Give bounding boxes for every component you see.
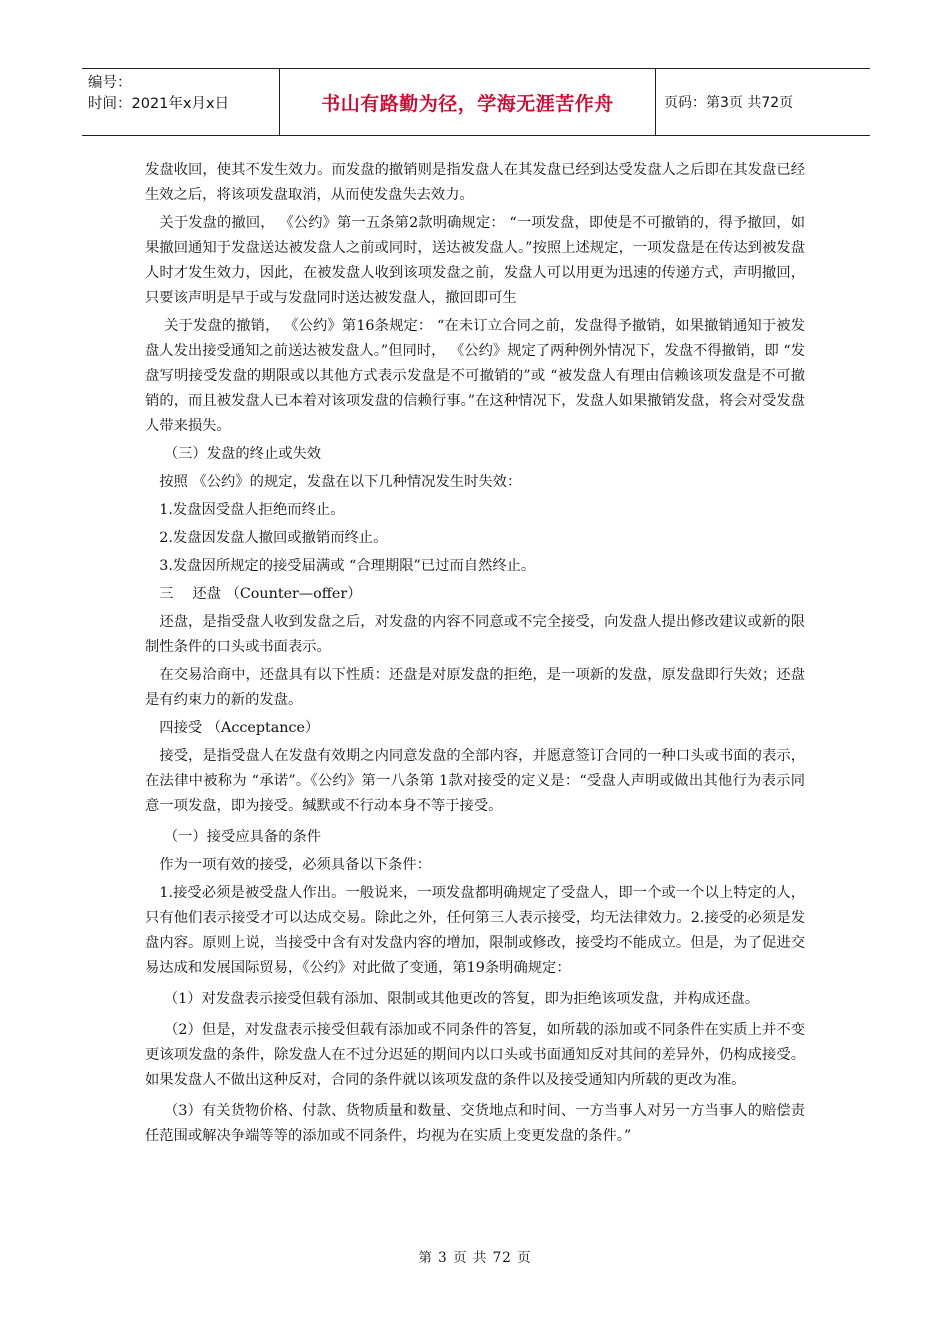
- paragraph-3: 关于发盘的撤销， 《公约》第16条规定： “在未订立合同之前，发盘得予撤销，如果撤销通知于被发盘人发出接受通知之前送达被发盘人。”但同时， 《公约》规定了两种例外情况下，发盘不得撤销，即 “发盘写明接受发盘的期限或以其他方式表示发盘是不可撤销的”或 “被发盘人有理由信赖该项发盘是不可撤销的，而且被发盘人已本着对该项发盘的信赖行事。”在这种情况下，发盘人如果撤销发盘，将会对受发盘人带来损失。: [145, 318, 805, 434]
- section-heading-counter-offer: 三 还盘 （Counter—offer）: [145, 586, 362, 602]
- list-item-1: 1.发盘因受盘人拒绝而终止。: [145, 502, 345, 518]
- section-heading-3: （三）发盘的终止或失效: [145, 446, 322, 462]
- paragraph-15: 作为一项有效的接受，必须具备以下条件：: [145, 857, 431, 873]
- paragraph-5: 按照 《公约》的规定，发盘在以下几种情况发生时失效：: [145, 474, 522, 490]
- paragraph-1: 发盘收回，使其不发生效力。而发盘的撤销则是指发盘人在其发盘已经到达受发盘人之后即在其发盘已经生效之后，将该项发盘取消，从而使发盘失去效力。: [145, 162, 805, 203]
- header-date: 时间：2021年x月x日: [88, 96, 230, 112]
- paragraph-16: 1.接受必须是被受盘人作出。一般说来，一项发盘都明确规定了受盘人，即一个或一个以上特定的人，只有他们表示接受才可以达成交易。除此之外，任何第三人表示接受，均无法律效力。2.接受的必须是发盘内容。原则上说，当接受中含有对发盘内容的增加，限制或修改，接受均不能成立。但是，为了促进交易达成和发展国际贸易，《公约》对此做了变通，第19条明确规定：: [145, 885, 805, 976]
- paragraph-13: 接受，是指受盘人在发盘有效期之内同意发盘的全部内容，并愿意签订合同的一种口头或书面的表示，在法律中被称为 “承诺”。《公约》第一八条第 1款对接受的定义是：“受盘人声明或做出其他行为表示同意一项发盘，即为接受。缄默或不行动本身不等于接受。: [145, 748, 805, 814]
- paragraph-2: 关于发盘的撤回， 《公约》第一五条第2款明确规定： “一项发盘，即使是不可撤销的，得予撤回，如果撤回通知于发盘送达被发盘人之前或同时，送达被发盘人。”按照上述规定，一项发盘是在传达到被发盘人时才发生效力，因此，在被发盘人收到该项发盘之前，发盘人可以用更为迅速的传递方式，声明撤回，只要该声明是早于或与发盘同时送达被发盘人，撤回即可生: [145, 215, 805, 306]
- header-motto: 书山有路勤为径，学海无涯苦作舟: [280, 69, 656, 135]
- list-item-3: 3.发盘因所规定的接受届满或 “合理期限”已过而自然终止。: [145, 558, 536, 574]
- header-page-info: 页码：第3页 共72页: [664, 95, 794, 111]
- paragraph-18: （2）但是，对发盘表示接受但载有添加或不同条件的答复，如所载的添加或不同条件在实质上并不变更该项发盘的条件，除发盘人在不过分迟延的期间内以口头或书面通知反对其间的差异外，仍构成接受。如果发盘人不做出这种反对，合同的条件就以该项发盘的条件以及接受通知内所载的更改为准。: [145, 1022, 805, 1088]
- paragraph-19: （3）有关货物价格、付款、货物质量和数量、交货地点和时间、一方当事人对另一方当事人的赔偿责任范围或解决争端等等的添加或不同条件，均视为在实质上变更发盘的条件。”: [145, 1103, 805, 1144]
- paragraph-10: 还盘，是指受盘人收到发盘之后，对发盘的内容不同意或不完全接受，向发盘人提出修改建议或新的限制性条件的口头或书面表示。: [145, 614, 805, 655]
- section-heading-acceptance: 四接受 （Acceptance）: [145, 720, 320, 736]
- page-header: [82, 68, 870, 136]
- section-heading-conditions: （一）接受应具备的条件: [145, 829, 322, 845]
- header-meta: [82, 69, 280, 135]
- list-item-2: 2.发盘因发盘人撤回或撤销而终止。: [145, 530, 388, 546]
- page-footer: 第 3 页 共 72 页: [418, 1250, 532, 1266]
- header-number: 编号：: [88, 75, 132, 91]
- document-body: [145, 158, 805, 1149]
- paragraph-17: （1）对发盘表示接受但载有添加、限制或其他更改的答复，即为拒绝该项发盘，并构成还盘。: [145, 991, 760, 1007]
- paragraph-11: 在交易洽商中，还盘具有以下性质：还盘是对原发盘的拒绝，是一项新的发盘，原发盘即行失效；还盘是有约束力的新的发盘。: [145, 667, 805, 708]
